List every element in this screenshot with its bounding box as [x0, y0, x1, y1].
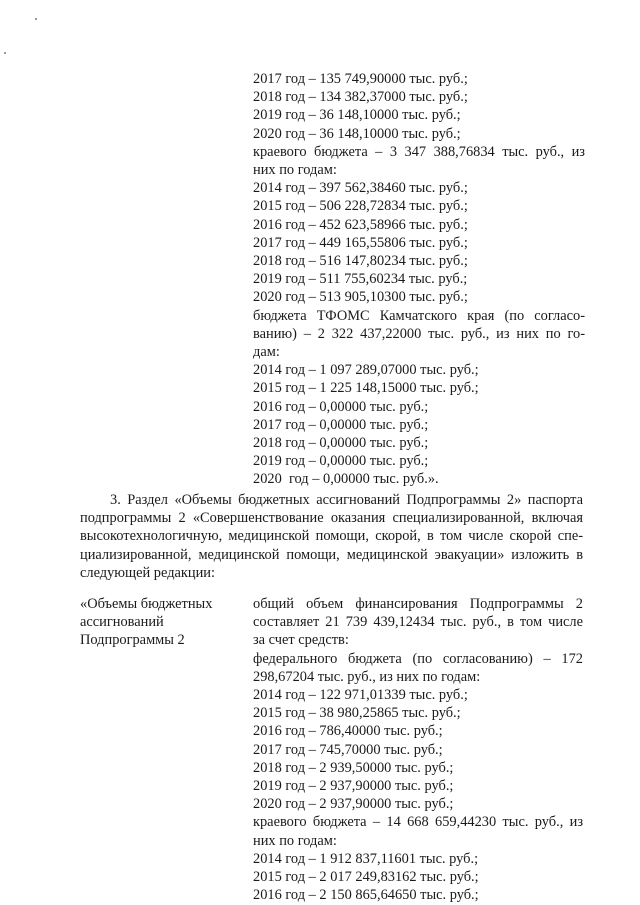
text-line: них по годам: [253, 162, 337, 179]
funding-continuation-block [253, 70, 585, 489]
text-line: 2016 год – 2 150 865,64650 тыс. руб.; [253, 887, 479, 904]
text-line: 2014 год – 1 097 289,07000 тыс. руб.; [253, 362, 479, 379]
text-line: 2019 год – 511 755,60234 тыс. руб.; [253, 271, 468, 288]
text-line: 2020 год – 2 937,90000 тыс. руб.; [253, 796, 454, 813]
text-line: 2018 год – 2 939,50000 тыс. руб.; [253, 759, 454, 776]
table-row-value [253, 595, 583, 904]
text-line: 2018 год – 134 382,37000 тыс. руб.; [253, 89, 468, 106]
text-line: 2017 год – 0,00000 тыс. руб.; [253, 416, 429, 433]
text-line: 3. Раздел «Объемы бюджетных ассигнований Подпрограммы 2» паспорта [110, 492, 583, 508]
text-line: 2019 год – 0,00000 тыс. руб.; [253, 453, 429, 470]
text-line: ванию) – 2 322 437,22000 тыс. руб., из них по го- [253, 325, 585, 342]
text-line: подпрограммы 2 «Совершенствование оказания специализированной, включая [80, 510, 583, 527]
text-line: федерального бюджета (по согласованию) – 172 [253, 650, 583, 667]
text-line: 2014 год – 1 912 837,11601 тыс. руб.; [253, 850, 479, 867]
table-row-label [80, 595, 250, 650]
text-line: 2017 год – 135 749,90000 тыс. руб.; [253, 71, 468, 87]
text-line: 2014 год – 397 562,38460 тыс. руб.; [253, 180, 468, 197]
text-line: ассигнований [80, 614, 164, 631]
text-line: 2015 год – 38 980,25865 тыс. руб.; [253, 705, 461, 722]
text-line: 2014 год – 122 971,01339 тыс. руб.; [253, 687, 468, 704]
text-line: 2016 год – 786,40000 тыс. руб.; [253, 723, 443, 740]
text-line: дам: [253, 344, 280, 361]
text-line: высокотехнологичную, медицинской помощи, скорой, в том числе скорой спе- [80, 528, 583, 545]
text-line: 2020 год – 0,00000 тыс. руб.». [253, 471, 439, 488]
text-line: «Объемы бюджетных [80, 596, 213, 612]
text-line: 2020 год – 36 148,10000 тыс. руб.; [253, 125, 461, 142]
text-line: 298,67204 тыс. руб., из них по годам: [253, 668, 481, 685]
scan-mark [4, 52, 6, 54]
text-line: бюджета ТФОМС Камчатского края (по согласо- [253, 307, 585, 324]
text-line: 2018 год – 0,00000 тыс. руб.; [253, 435, 429, 452]
text-line: циализированной, медицинской помощи, медицинской эвакуации» изложить в [80, 546, 583, 563]
text-line: 2019 год – 36 148,10000 тыс. руб.; [253, 107, 461, 124]
text-line: 2020 год – 513 905,10300 тыс. руб.; [253, 289, 468, 306]
text-line: 2015 год – 1 225 148,15000 тыс. руб.; [253, 380, 479, 397]
text-line: краевого бюджета – 3 347 388,76834 тыс. руб., из [253, 143, 585, 160]
text-line: 2017 год – 745,70000 тыс. руб.; [253, 741, 443, 758]
scan-mark [35, 18, 37, 20]
text-line: них по годам: [253, 832, 337, 849]
text-line: составляет 21 739 439,12434 тыс. руб., в том числе [253, 614, 583, 631]
text-line: общий объем финансирования Подпрограммы 2 [253, 596, 583, 612]
text-line: 2016 год – 0,00000 тыс. руб.; [253, 398, 429, 415]
text-line: 2016 год – 452 623,58966 тыс. руб.; [253, 216, 468, 233]
text-line: Подпрограммы 2 [80, 632, 185, 649]
text-line: 2017 год – 449 165,55806 тыс. руб.; [253, 234, 468, 251]
amendment-paragraph [80, 491, 583, 582]
text-line: краевого бюджета – 14 668 659,44230 тыс. руб., из [253, 814, 583, 831]
text-line: 2018 год – 516 147,80234 тыс. руб.; [253, 253, 468, 270]
text-line: следующей редакции: [80, 564, 215, 581]
text-line: 2015 год – 2 017 249,83162 тыс. руб.; [253, 869, 479, 886]
text-line: 2015 год – 506 228,72834 тыс. руб.; [253, 198, 468, 215]
text-line: 2019 год – 2 937,90000 тыс. руб.; [253, 778, 454, 795]
text-line: за счет средств: [253, 632, 349, 649]
